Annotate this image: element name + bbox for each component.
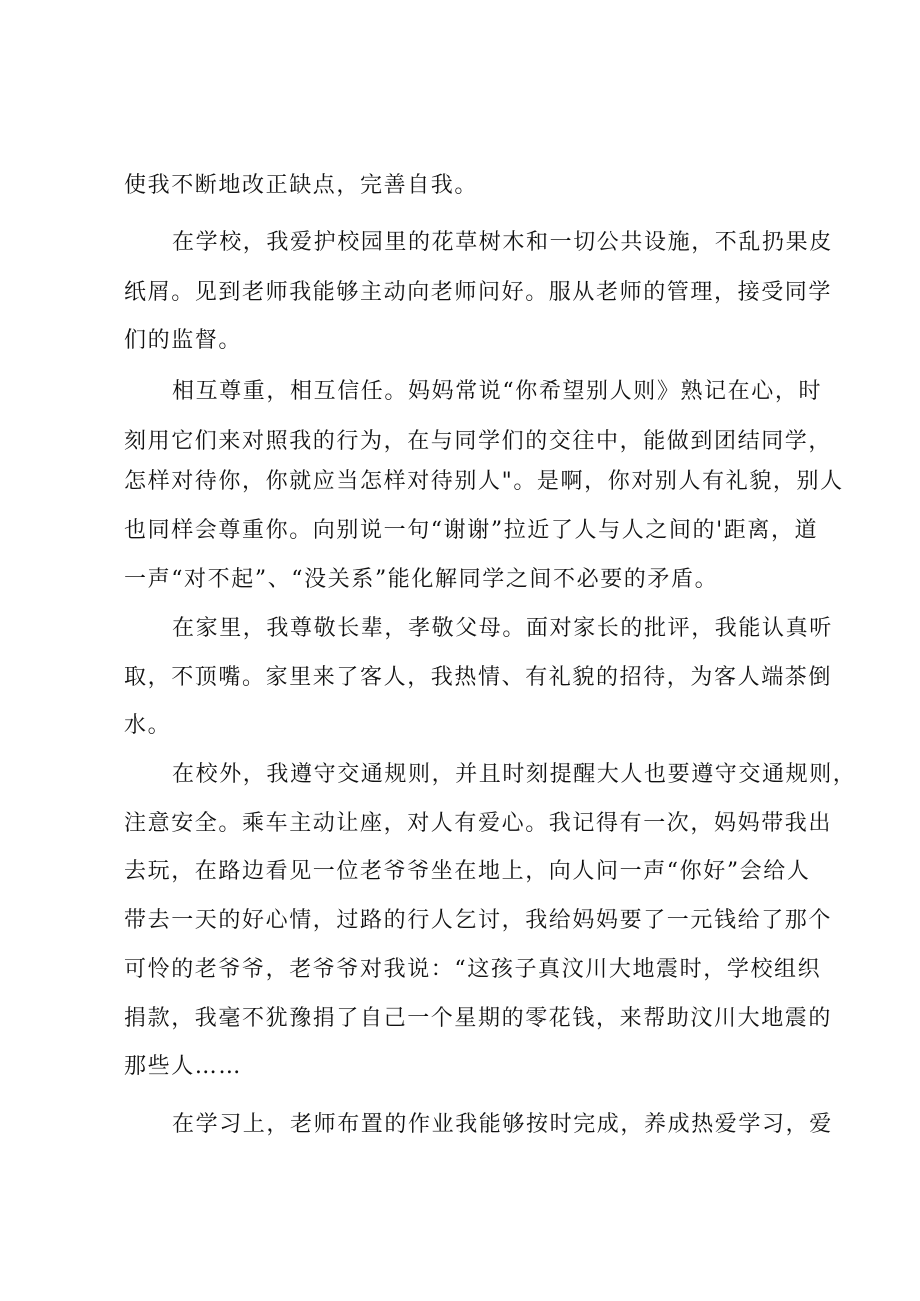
text-line: 那些人…… — [124, 1054, 243, 1079]
paragraph-start-line: 在家里，我尊敬长辈，孝敬父母。面对家长的批评，我能认真听 — [172, 616, 833, 641]
paragraph-start-line: 在学习上，老师布置的作业我能够按时完成，养成热爱学习，爱 — [172, 1112, 833, 1137]
text-line: 取，不顶嘴。家里来了客人，我热情、有礼貌的招待，为客人端茶倒 — [124, 665, 833, 690]
text-line: 带去一天的好心情，过路的行人乞讨，我给妈妈要了一元钱给了那个 — [124, 908, 833, 933]
text-line: 刻用它们来对照我的行为，在与同学们的交往中，能做到团结同学， — [124, 429, 833, 454]
paragraph-start-line: 相互尊重，相互信任。妈妈常说“你希望别人则》熟记在心，时 — [172, 379, 823, 404]
text-line: 水。 — [124, 713, 172, 738]
text-line: 纸屑。见到老师我能够主动向老师问好。服从老师的管理，接受同学 — [124, 280, 833, 305]
paragraph-start-line: 在学校，我爱护校园里的花草树木和一切公共设施，不乱扔果皮 — [172, 230, 833, 255]
text-line: 使我不断地改正缺点，完善自我。 — [124, 173, 479, 198]
text-line: 一声“对不起”、“没关系”能化解同学之间不必要的矛盾。 — [124, 567, 719, 592]
paragraph-start-line: 在校外，我遵守交通规则，并且时刻提醒大人也要遵守交通规则， — [172, 762, 857, 787]
text-line: 也同样会尊重你。向别说一句“谢谢”拉近了人与人之间的'距离，道 — [124, 518, 819, 543]
text-line: 捐款，我毫不犹豫捐了自己一个星期的零花钱，来帮助汶川大地震的 — [124, 1006, 833, 1031]
text-line: 们的监督。 — [124, 328, 243, 353]
text-line: 去玩，在路边看见一位老爷爷坐在地上，向人问一声“你好”会给人 — [124, 859, 811, 884]
text-line: 注意安全。乘车主动让座，对人有爱心。我记得有一次，妈妈带我出 — [124, 811, 833, 836]
text-line: 怎样对待你，你就应当怎样对待别人"。是啊，你对别人有礼貌，别人 — [124, 469, 844, 494]
text-line: 可怜的老爷爷，老爷爷对我说：“这孩子真汶川大地震时，学校组织 — [124, 957, 822, 982]
